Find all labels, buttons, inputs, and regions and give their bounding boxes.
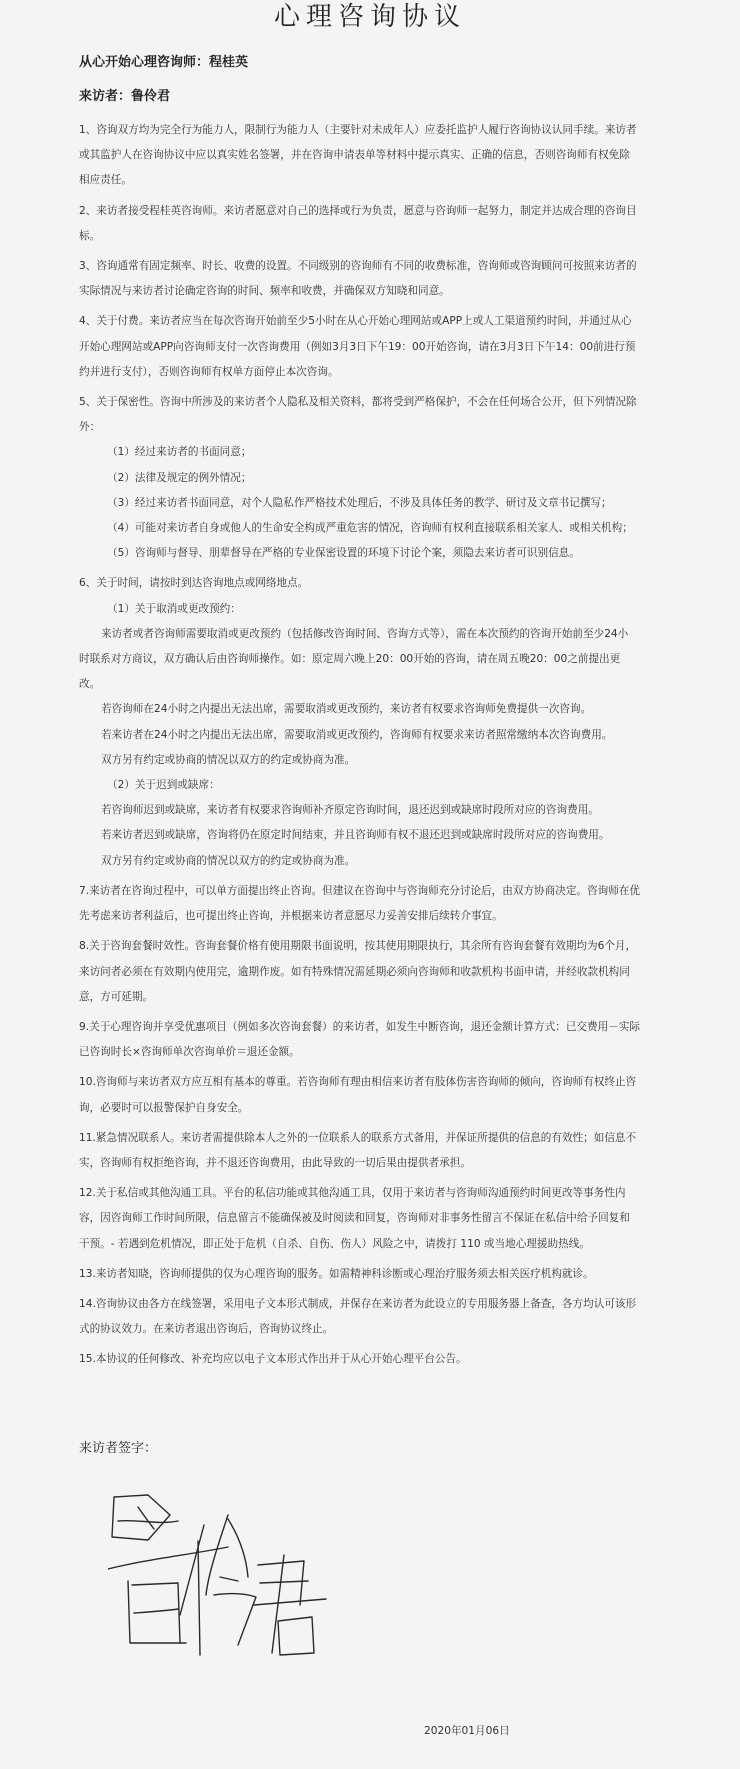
clause-line: 已咨询时长×咨询师单次咨询单价＝退还金额。 (79, 1046, 300, 1059)
clause-line: 7.来访者在咨询过程中，可以单方面提出终止咨询。但建议在咨询中与咨询师充分讨论后，由双方协商决定。咨询师在优 (79, 884, 640, 897)
clause-line: 6、关于时间，请按时到达咨询地点或网络地点。 (79, 577, 309, 590)
clause-line: 标。 (79, 229, 101, 242)
agreement-body (79, 118, 664, 1378)
clause-line: 4、关于付费。来访者应当在每次咨询开始前至少5小时在从心开始心理网站或APP上或人工渠道预约时间，并通过从心 (79, 315, 632, 328)
clause-line: 8.关于咨询套餐时效性。咨询套餐价格有使用期限书面说明，按其使用期限执行，其余所有咨询套餐有效期均为6个月， (79, 940, 637, 953)
clause-line: 若咨询师在24小时之内提出无法出席，需要取消或更改预约，来访者有权要求咨询师免费提供一次咨询。 (101, 703, 592, 716)
signature-label: 来访者签字： (79, 1441, 158, 1456)
clause-line: （1）经过来访者的书面同意； (107, 446, 252, 459)
clause-3 (79, 254, 664, 304)
clause-line: （5）咨询师与督导、朋辈督导在严格的专业保密设置的环境下讨论个案，须隐去来访者可识别信息。 (107, 547, 580, 560)
clause-8 (79, 934, 664, 1010)
clause-4 (79, 309, 664, 385)
clause-line: 实，咨询师有权拒绝咨询，并不退还咨询费用，由此导致的一切后果由提供者承担。 (79, 1156, 471, 1169)
clause-line: 13.来访者知晓，咨询师提供的仅为心理咨询的服务。如需精神科诊断或心理治疗服务须去相关医疗机构就诊。 (79, 1267, 594, 1280)
clause-9 (79, 1015, 664, 1065)
clause-line: 外： (79, 421, 101, 434)
clause-6 (79, 571, 664, 873)
clause-line: 容，因咨询师工作时间所限，信息留言不能确保被及时阅读和回复，咨询师对非事务性留言不保证在私信中给予回复和 (79, 1212, 630, 1225)
clause-2 (79, 199, 664, 249)
clause-line: 意，方可延期。 (79, 990, 154, 1003)
clause-line: 或其监护人在咨询协议中应以真实姓名签署，并在咨询申请表单等材料中提示真实、正确的信息，否则咨询师有权免除 (79, 149, 630, 162)
counselor-line: 从心开始心理咨询师：程桂英 (79, 55, 249, 70)
clause-line: 15.本协议的任何修改、补充均应以电子文本形式作出并于从心开始心理平台公告。 (79, 1353, 467, 1366)
clause-line: （2）法律及规定的例外情况； (107, 471, 252, 484)
page-title: 心理咨询协议 (273, 2, 466, 32)
clause-line: 干预。- 若遇到危机情况，即正处于危机（自杀、自伤、伤人）风险之中，请拨打 110 或当地心理援助热线。 (79, 1237, 590, 1250)
clause-line: 14.咨询协议由各方在线签署，采用电子文本形式制成，并保存在来访者为此设立的专用服务器上备查，各方均认可该形 (79, 1297, 637, 1310)
clause-line: 双方另有约定或协商的情况以双方的约定或协商为准。 (101, 854, 356, 867)
signature-image (108, 1485, 330, 1665)
clause-line: 约并进行支付），否则咨询师有权单方面停止本次咨询。 (79, 365, 339, 378)
clause-line: 2、来访者接受程桂英咨询师。来访者愿意对自己的选择或行为负责，愿意与咨询师一起努力，制定并达成合理的咨询目 (79, 204, 637, 217)
clause-line: 双方另有约定或协商的情况以双方的约定或协商为准。 (101, 753, 356, 766)
visitor-line: 来访者：鲁伶君 (79, 89, 171, 104)
clause-line: 5、关于保密性。咨询中所涉及的来访者个人隐私及相关资料，都将受到严格保护，不会在任何场合公开，但下列情况除 (79, 396, 637, 409)
clause-line: 时联系对方商议，双方确认后由咨询师操作。如：原定周六晚上20：00开始的咨询，请在周五晚20：00之前提出更 (79, 653, 621, 666)
clause-line: 1、咨询双方均为完全行为能力人，限制行为能力人（主要针对未成年人）应委托监护人履行咨询协议认同手续。来访者 (79, 124, 637, 136)
clause-14 (79, 1292, 664, 1342)
clause-line: 式的协议效力。在来访者退出咨询后，咨询协议终止。 (79, 1323, 334, 1336)
clause-line: 相应责任。 (79, 174, 132, 187)
clause-line: （1）关于取消或更改预约： (107, 602, 241, 615)
clause-line: （4）可能对来访者自身或他人的生命安全构成严重危害的情况，咨询师有权利直接联系相关家人、或相关机构； (107, 522, 633, 535)
clause-10 (79, 1070, 664, 1120)
clause-line: 来访者或者咨询师需要取消或更改预约（包括修改咨询时间、咨询方式等），需在本次预约的咨询开始前至少24小 (101, 627, 629, 640)
clause-5 (79, 390, 664, 566)
clause-line: 12.关于私信或其他沟通工具。平台的私信功能或其他沟通工具，仅用于来访者与咨询师沟通预约时间更改等事务性内 (79, 1187, 626, 1200)
clause-line: 来访问者必须在有效期内使用完，逾期作废。如有特殊情况需延期必须向咨询师和收款机构书面申请，并经收款机构同 (79, 965, 630, 978)
clause-12 (79, 1181, 664, 1257)
clause-line: 开始心理网站或APP向咨询师支付一次咨询费用（例如3月3日下午19：00开始咨询，请在3月3日下午14：00前进行预 (79, 340, 636, 353)
clause-line: 询，必要时可以报警保护自身安全。 (79, 1101, 249, 1114)
clause-line: 实际情况与来访者讨论确定咨询的时间、频率和收费，并确保双方知晓和同意。 (79, 285, 450, 298)
clause-line: 11.紧急情况联系人。来访者需提供除本人之外的一位联系人的联系方式备用，并保证所提供的信息的有效性；如信息不 (79, 1131, 637, 1144)
clause-7 (79, 879, 664, 929)
sign-date: 2020年01月06日 (424, 1725, 510, 1737)
clause-15 (79, 1347, 664, 1372)
clause-line: 改。 (79, 678, 101, 691)
clause-1 (79, 118, 664, 194)
clause-line: （2）关于迟到或缺席： (107, 779, 220, 792)
clause-13 (79, 1262, 664, 1287)
clause-line: 若来访者在24小时之内提出无法出席，需要取消或更改预约，咨询师有权要求来访者照常缴纳本次咨询费用。 (101, 728, 613, 741)
clause-line: 3、咨询通常有固定频率、时长、收费的设置。不同级别的咨询师有不同的收费标准，咨询师或咨询顾问可按照来访者的 (79, 260, 637, 273)
clause-line: 9.关于心理咨询并享受优惠项目（例如多次咨询套餐）的来访者，如发生中断咨询，退还金额计算方式：已交费用－实际 (79, 1020, 640, 1033)
clause-line: 10.咨询师与来访者双方应互相有基本的尊重。若咨询师有理由相信来访者有肢体伤害咨询师的倾向，咨询师有权终止咨 (79, 1076, 637, 1089)
clause-line: 若来访者迟到或缺席，咨询将仍在原定时间结束，并且咨询师有权不退还迟到或缺席时段所对应的咨询费用。 (101, 829, 610, 842)
clause-line: 先考虑来访者利益后，也可提出终止咨询，并根据来访者意愿尽力妥善安排后续转介事宜。 (79, 910, 503, 923)
clause-11 (79, 1126, 664, 1176)
clause-line: 若咨询师迟到或缺席，来访者有权要求咨询师补齐原定咨询时间，退还迟到或缺席时段所对应的咨询费用。 (101, 804, 599, 817)
clause-line: （3）经过来访者书面同意，对个人隐私作严格技术处理后，不涉及具体任务的教学、研讨及文章书记撰写； (107, 496, 612, 509)
